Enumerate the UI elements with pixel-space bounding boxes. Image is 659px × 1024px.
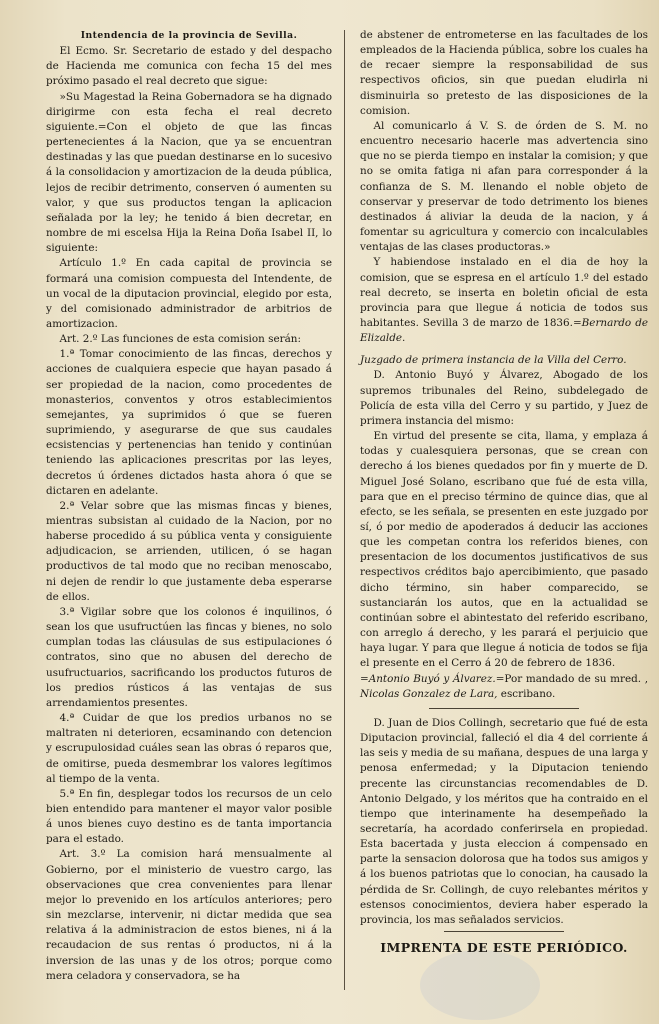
article-3: Art. 3.º La comision hará mensualmente al Gobierno, por el ministerio de vuestro cargo, las observaciones que crea convenientes para llenar mejor lo prevenido en los artículos anteriores; pero sin mezclarse, intervenir, ni dictar medida que sea relativa á la administracion de estos bienes, ni á la recaudacion de sus rentas ó productos, ni á la inversion de las unas y de los otros; porque como mera celadora y conservadora, se ha [46, 848, 332, 982]
function-2: 2.ª Velar sobre que las mismas fincas y bienes, mientras subsistan al cuidado de la Nacion, por no haberse procedido á su pública venta y consiguiente adjudicacion, se arrienden, utilicen, ó se hagan productivos de tal modo que no reciban menoscabo, ni dejen de rendir lo que justamente deba esperarse de ellos. [46, 499, 332, 603]
signature: Bernardo de Elizalde. [360, 316, 648, 345]
separator [429, 708, 579, 709]
paragraph: Al comunicarlo á V. S. de órden de S. M. no encuentro necesario hacerle mas advertencia sino que no se pierda tiempo en instalar la comision; y que no se omita fatiga ni afan para corresponder á la confianza de S. M. llenando el noble objeto de conservar y preservar de todo detrimento los bienes destinados á aliviar la deuda de la nacion, y á fomentar su agricultura y comercio con incalculables ventajas de las clases productoras.» [360, 119, 648, 254]
function-5: 5.ª En fin, desplegar todos los recursos de un celo bien entendido para mantener el mayor valor posible á unos bienes cuyo destino es de tanta importancia para el estado. [46, 787, 332, 846]
signature-mandate: =Por mandado de su mred. , [495, 672, 649, 685]
article-1: Artículo 1.º En cada capital de provincia se formará una comision compuesta del Intendente, de un vocal de la diputacion provincial, elegido por esta, y del comisionado administrador de arbitrios de amortizacion. [46, 257, 332, 330]
column-divider [344, 30, 345, 990]
court-notice: En virtud del presente se cita, llama, y emplaza á todas y cualesquiera personas, que se crean con derecho á los bienes quedados por fin y muerte de D. Miguel José Solano, escribano que fué de esta villa, para que en el preciso término de quince dias, que al efecto, se les señala, se presenten en este juzgado por sí, ó por medio de apoderados á deducir las acciones que les competan contra los referidos bienes, con presentacion de los documentos justificativos de sus respectivos créditos bajo apercibimiento, que pasado dicho término, sin haber comparecido, se sustanciarán los autos, que en la actualidad se continúan sobre el abintestato del referido escribano, con arreglo á derecho, y les parará el perjuicio que haya lugar. Y para que llegue á noticia de todos se fija el presente en el Cerro á 20 de febrero de 1836. [360, 430, 648, 670]
signature-scribe: Nicolas Gonzalez de Lara, [360, 687, 498, 700]
function-1: 1.ª Tomar conocimiento de las fincas, derechos y acciones de cualquiera especie que hayan pasado á ser propiedad de la nacion, como procedentes de monasterios, conventos y otros establecimientos semejantes, ya suprimidos ó que se fueren suprimiendo, y asegurarse de que sus caudales ecsistencias y pertenencias han tenido y continúan teniendo las aplicaciones prescritas por las leyes, decretos ú órdenes dictados hasta ahora ó que se dictaren en adelante. [46, 348, 332, 497]
signature-judge: =Antonio Buyó y Álvarez. [360, 672, 496, 685]
function-4: 4.ª Cuidar de que los predios urbanos no se maltraten ni deterioren, ecsaminando con detencion y escrupulosidad cuáles sean las obras ó reparos que, de omitirse, pueda desmembrar los valores legítimos al tiempo de la venta. [46, 712, 332, 785]
paragraph-continued: de abstener de entrometerse en las facultades de los empleados de la Hacienda pública, sobre los cuales ha de recaer siempre la responsabilidad de sus respectivos oficios, sin que puedan eludirla ni disminuirla so pretesto de las disposiciones de la comision. [360, 29, 649, 117]
obituary-notice: D. Juan de Dios Collingh, secretario que fué de esta Diputacion provincial, falleció el dia 4 del corriente á las seis y media de su mañana, despues de una larga y penosa enfermedad; y la Diputacion teniendo precente las circunstancias recomendables de D. Antonio Delgado, y los méritos que ha contraido en el tiempo que interinamente ha desempeñado la secretaría, ha acordado conferirsela en propiedad. Esta bacertada y justa eleccion á compensado en parte la sensacion dolorosa que ha todos sus amigos y á los buenos patriotas que lo conocian, ha causado la pérdida de Sr. Collingh, de cuyo relebantes méritos y estensos conocimientos, deviera haber esperado la provincia, los mas señalados servicios. [360, 716, 648, 926]
section-header: Intendencia de la provincia de Sevilla. [80, 30, 298, 41]
court-signatures [360, 672, 648, 702]
printer-imprint: IMPRENTA DE ESTE PERIÓDICO. [380, 940, 628, 956]
article-2: Art. 2.º Las funciones de esta comision serán: [59, 333, 301, 346]
library-stamp [420, 950, 540, 1020]
right-column [360, 28, 648, 955]
left-column [46, 28, 332, 984]
separator [444, 931, 564, 932]
paragraph: El Ecmo. Sr. Secretario de estado y del despacho de Hacienda me comunica con fecha 15 del mes próximo pasado el real decreto que sigue: [46, 45, 332, 88]
function-3: 3.ª Vigilar sobre que los colonos é inquilinos, ó sean los que usufructúen las fincas y bienes, no solo cumplan todas las cláusulas de sus estipulaciones ó contratos, sino que no abusen del derecho de usufructuarios, sacrificando los productos futuros de los predios rústicos á las ventajas de sus arrendamientos presentes. [46, 605, 332, 709]
signature-role: escribano. [500, 687, 556, 700]
paragraph-text: Y habiendose instalado en el dia de hoy la comision, que se espresa en el artículo 1.º del estado real decreto, se inserta en boletin oficial de esta provincia para que llegue á noticia de todos sus habitantes. Sevilla 3 de marzo de 1836.= [360, 256, 648, 329]
paragraph [360, 255, 648, 346]
court-intro: D. Antonio Buyó y Álvarez, Abogado de los supremos tribunales del Reino, subdelegado de Policía de esta villa del Cerro y su partido, y Juez de primera instancia del mismo: [360, 369, 648, 427]
paragraph: »Su Magestad la Reina Gobernadora se ha dignado dirigirme con esta fecha el real decreto siguiente.=Con el objeto de que las fincas pertenecientes á la Nacion, que ya se encuentran destinadas y las que puedan destinarse en lo sucesivo á la consolidacion y amortizacion de la deuda pública, lejos de recibir detrimento, conserven ó aumenten su valor, y que sus productos tengan la aplicacion señalada por la ley; he tenido á bien decretar, en nombre de mi escelsa Hija la Reina Doña Isabel II, lo siguiente: [46, 90, 332, 255]
court-title: Juzgado de primera instancia de la Villa del Cerro. [360, 354, 627, 367]
